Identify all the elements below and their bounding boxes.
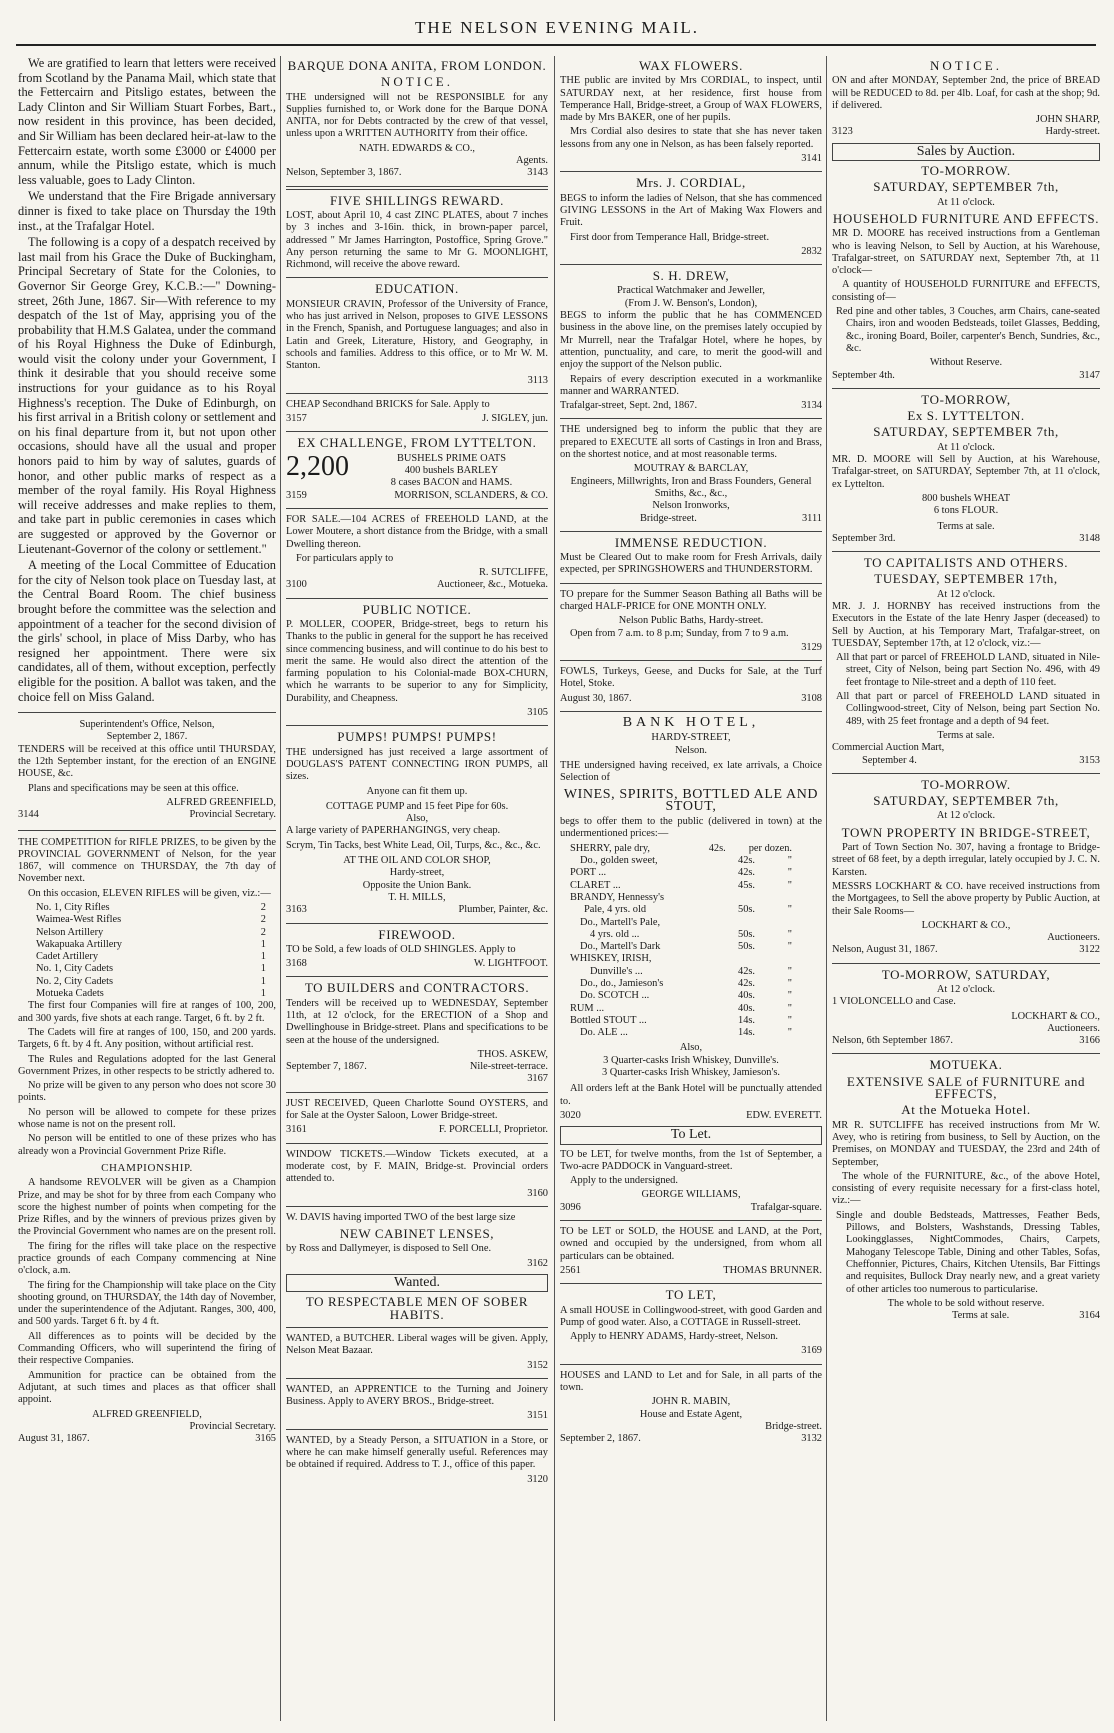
ad-signature: LOCKHART & CO., xyxy=(921,919,1011,931)
ad-date: August 31, 1867. xyxy=(18,1433,90,1445)
column-rule xyxy=(826,56,827,1721)
ad-heading: S. H. DREW, xyxy=(652,268,730,284)
ad-body: THE public are invited by Mrs CORDIAL, to inspect, until SATURDAY next, at her residence, first house from Temperance Hall, Bridge-street, a Group of WAX FLOWERS, made by Mrs BAKER, one of her pupils. xyxy=(560,75,822,124)
ad-date: Trafalgar-street, Sept. 2nd, 1867. xyxy=(560,400,698,412)
ad-line: Commercial Auction Mart, xyxy=(832,742,945,754)
ad-heading: FIREWOOD. xyxy=(378,926,456,942)
list-item: Do. ALE ... 14s. " xyxy=(580,1027,792,1039)
ad-address: Bridge-street. xyxy=(640,512,697,524)
ad-line: 400 bushels BARLEY xyxy=(404,465,499,477)
ad-number: 3147 xyxy=(1079,369,1100,381)
ad-number: 3113 xyxy=(527,374,548,386)
ad-title: Bridge-street. xyxy=(765,1420,822,1432)
ad-heading: PUBLIC NOTICE. xyxy=(362,601,472,617)
ad-signature: LOCKHART & CO., xyxy=(1011,1010,1100,1022)
ad-body: TO be Sold, a few loads of OLD SHINGLES. Apply to xyxy=(286,943,516,955)
ad-body: JUST RECEIVED, Queen Charlotte Sound OYSTERS, and for Sale at the Oyster Saloon, Lower Bridge-street. xyxy=(286,1097,548,1122)
ad-number: 3157 xyxy=(286,413,307,425)
divider xyxy=(286,1092,548,1093)
ad-time: At 12 o'clock. xyxy=(936,810,996,822)
ad-title: Auctioneer, &c., Motueka. xyxy=(437,579,548,591)
column-2 xyxy=(286,56,548,1721)
ad-body: Plans and specifications may be seen at this office. xyxy=(28,782,239,794)
ad-line: BUSHELS PRIME OATS xyxy=(396,452,507,464)
ad-heading: EX CHALLENGE, FROM LYTTELTON. xyxy=(297,435,537,451)
ad-title: Provincial Secretary. xyxy=(189,1420,276,1432)
ad-body: All that part or parcel of FREEHOLD LAND, situated in Nile-street, City of Nelson, being part Section No. 496, with 49 feet frontage to Nile-street and a depth of 110 feet. xyxy=(836,652,1100,688)
ad-signature: THOS. ASKEW, xyxy=(477,1048,548,1060)
ad-heading: At the Motueka Hotel. xyxy=(901,1102,1031,1118)
list-item: BRANDY, Hennessy's xyxy=(570,891,665,903)
ad-line: Without Reserve. xyxy=(929,357,1003,369)
ad-heading: WINES, SPIRITS, BOTTLED ALE AND STOUT, xyxy=(563,786,819,814)
ad-heading: SATURDAY, SEPTEMBER 7th, xyxy=(873,424,1059,440)
ad-heading: TO CAPITALISTS AND OTHERS. xyxy=(863,555,1069,571)
ad-body: begs to offer them to the public (delivered in town) at the undermentioned prices:— xyxy=(560,816,822,840)
divider xyxy=(286,186,548,190)
ad-heading: TO-MORROW. xyxy=(921,163,1011,179)
ad-body: On this occasion, ELEVEN RIFLES will be given, viz.:— xyxy=(28,887,271,899)
ad-number: 3111 xyxy=(801,512,822,524)
ad-heading: TO LET, xyxy=(665,1287,717,1303)
ad-time: At 11 o'clock. xyxy=(937,196,995,208)
list-item: Waimea-West Rifles 2 xyxy=(36,914,266,926)
ad-date: August 30, 1867. xyxy=(560,692,632,704)
ad-date: Nelson, 6th September 1867. xyxy=(832,1035,953,1047)
ad-heading: SATURDAY, SEPTEMBER 7th, xyxy=(873,179,1059,195)
ad-heading: TOWN PROPERTY IN BRIDGE-STREET, xyxy=(841,824,1091,840)
divider xyxy=(560,418,822,419)
ad-body: The Rules and Regulations adopted for the last General Government Prizes, in other respects to be strictly adhered to. xyxy=(18,1053,276,1077)
ad-line: Opposite the Union Bank. xyxy=(362,879,472,891)
ad-body: WANTED, by a Steady Person, a SITUATION in a Store, or where he can make himself generally useful. References may be obtained if required. Address to T. J., office of this paper. xyxy=(286,1434,548,1471)
column-3 xyxy=(560,56,822,1721)
divider xyxy=(560,531,822,532)
ad-heading: FIVE SHILLINGS REWARD. xyxy=(330,192,504,208)
ad-body: The Cadets will fire at ranges of 100, 150, and 200 yards. Targets, 6 ft. by 4 ft. Any position, without artificial rest. xyxy=(18,1026,276,1051)
ad-body: No person will be entitled to one of these prizes who has already won a Provincial Government Prize Rifle. xyxy=(18,1133,276,1157)
ad-heading: TO-MORROW, SATURDAY, xyxy=(881,966,1051,982)
list-item: Nelson Artillery 2 xyxy=(36,926,266,938)
ex-challenge-block xyxy=(286,453,548,490)
ad-number: 3165 xyxy=(255,1433,276,1445)
ad-heading: SATURDAY, SEPTEMBER 7th, xyxy=(873,793,1059,809)
column-rule xyxy=(554,56,555,1721)
news-paragraph: We understand that the Fire Brigade anniversary dinner is fixed to take place on Thursday the 19th inst., at the Trafalgar Hotel. xyxy=(18,189,276,233)
divider xyxy=(560,171,822,172)
list-item: Pale, 4 yrs. old 50s. " xyxy=(584,904,792,916)
ad-title: Trafalgar-square. xyxy=(750,1201,822,1213)
ad-title: House and Estate Agent, xyxy=(639,1408,743,1420)
ad-body: MONSIEUR CRAVIN, Professor of the University of France, who has just arrived in Nelson, proposes to GIVE LESSONS in the French, Spanish, and Portuguese languages; and also in Latin and Greek, Literature, History, and Geography, in schools and families. Address to this office, or to Mr W. M. Stanton. xyxy=(286,298,548,372)
ad-signature: T. H. MILLS, xyxy=(388,891,446,903)
divider xyxy=(832,773,1100,774)
ad-line: The whole to be sold without reserve. xyxy=(887,1297,1045,1309)
ad-subheading: (From J. W. Benson's, London), xyxy=(624,297,758,309)
ad-date: September 4. xyxy=(862,754,917,766)
ad-body: A small HOUSE in Collingwood-street, with good Garden and Pump of good water. Also, a COTTAGE in Russell-street. xyxy=(560,1304,822,1328)
list-item: RUM ... 40s. " xyxy=(570,1002,792,1014)
divider xyxy=(286,508,548,509)
ad-body: TO be LET, for twelve months, from the 1st of September, a Two-acre PADDOCK in Vanguard-street. xyxy=(560,1148,822,1172)
divider xyxy=(832,388,1100,389)
ad-title: Nile-street-terrace. xyxy=(469,1061,548,1073)
ad-title: Agents. xyxy=(515,155,548,167)
divider xyxy=(560,583,822,584)
ad-line: Hardy-street, xyxy=(389,867,445,879)
ad-body: Scrym, Tin Tacks, best White Lead, Oil, Turps, &c., &c., &c. xyxy=(286,839,541,851)
ad-date: September 2, 1867. xyxy=(560,1433,641,1445)
ad-signature: ALFRED GREENFIELD, xyxy=(166,796,276,808)
ad-body: All differences as to points will be decided by the Commanding Officers, who will superintend the firing of their respective Companies. xyxy=(18,1330,276,1367)
column-1 xyxy=(18,56,276,1721)
ad-heading: TO-MORROW, xyxy=(921,391,1011,407)
ad-number: 3151 xyxy=(527,1410,548,1422)
ad-line: 800 bushels WHEAT xyxy=(921,492,1011,504)
divider xyxy=(286,1378,548,1379)
ad-body: BEGS to inform the public that he has COMMENCED business in the above line, on the premises lately occupied by Mr Murrell, near the Trafalgar Hotel, where he hopes, by attention, punctuality, and care, to merit the good-will and enjoy the support of the Nelson public. xyxy=(560,310,822,371)
ad-heading: NOTICE. xyxy=(930,58,1002,73)
ad-body: Red pine and other tables, 3 Couches, arm Chairs, cane-seated Chairs, iron and wooden Bedsteads, toilet Glasses, Bedding, &c., ironing Board, Boiler, carpenter's Bench, Sundries, &c., &c. xyxy=(836,306,1100,354)
ad-number: 3164 xyxy=(1079,1310,1100,1322)
ad-body: MR R. SUTCLIFFE has received instructions from Mr W. Avey, who is retiring from business, to Sell by Auction, on the Premises, on MONDAY and TUESDAY, the 23rd and 24th of September, xyxy=(832,1119,1100,1168)
divider xyxy=(832,551,1100,552)
ad-signature: NATH. EDWARDS & CO., xyxy=(358,142,476,154)
ad-signature: ALFRED GREENFIELD, xyxy=(92,1408,202,1420)
ad-number: 3167 xyxy=(527,1073,548,1085)
divider xyxy=(286,1143,548,1144)
ad-body: THE undersigned has just received a large assortment of DOUGLAS'S PATENT CONNECTING IRON PUMPS, all sizes. xyxy=(286,746,548,783)
divider xyxy=(286,598,548,599)
ad-line: Also, xyxy=(679,1042,703,1054)
ad-time: At 12 o'clock. xyxy=(936,588,996,600)
ad-line: Nelson Public Baths, Hardy-street. xyxy=(618,615,764,627)
ad-body: MR. D. MOORE will Sell by Auction, at his Warehouse, Trafalgar-street, on SATURDAY, September 7th, at 11 o'clock, ex Lyttelton. xyxy=(832,454,1100,490)
ad-heading: WAX FLOWERS. xyxy=(639,58,743,73)
divider xyxy=(560,264,822,265)
ad-signature: MORRISON, SCLANDERS, & CO. xyxy=(394,489,548,501)
ad-number: 2561 xyxy=(560,1264,581,1276)
ad-heading: TUESDAY, SEPTEMBER 17th, xyxy=(874,571,1058,587)
wine-price-list xyxy=(560,843,822,1040)
ad-date: Nelson, September 3, 1867. xyxy=(286,167,402,179)
column-rule xyxy=(280,56,281,1721)
ad-body: WANTED, an APPRENTICE to the Turning and Joinery Business. Apply to AVERY BROS., Bridge-street. xyxy=(286,1383,548,1408)
divider xyxy=(18,712,276,713)
ad-body: Must be Cleared Out to make room for Fresh Arrivals, daily expected, per SPRINGSHOWERS and THUNDERSTORM. xyxy=(560,552,822,576)
ad-subheading: HARDY-STREET, xyxy=(651,732,731,744)
ad-number: 3163 xyxy=(286,904,307,916)
ad-body: THE undersigned having received, ex late arrivals, a Choice Selection of xyxy=(560,759,822,784)
ad-time: At 12 o'clock. xyxy=(936,984,996,995)
ad-line: 3 Quarter-casks Irish Whiskey, Dunville's. xyxy=(603,1054,779,1066)
ad-body: The first four Companies will fire at ranges of 100, 200, and 300 yards, five shots at each range. Target, 6 ft. by 2 ft. xyxy=(18,1000,276,1024)
ad-heading: PUMPS! PUMPS! PUMPS! xyxy=(337,729,497,745)
list-item: No. 1, City Cadets 1 xyxy=(36,963,266,975)
ad-heading: NEW CABINET LENSES, xyxy=(339,1226,495,1242)
ad-line: Also, xyxy=(405,813,429,825)
ad-body: Apply to HENRY ADAMS, Hardy-street, Nelson. xyxy=(570,1331,778,1343)
ad-body: The firing for the Championship will take place on the City shooting ground, on THURSDAY, the 14th day of November, under the superintendence of the Adjutant. Ranges, 300, 400, and 500 yards. Target 6 ft. by 4 ft. xyxy=(18,1279,276,1328)
section-heading: Wanted. xyxy=(286,1274,548,1292)
ad-body: MR. J. J. HORNBY has received instructions from the Executors in the Estate of the late Henry Jasper (deceased) to Sell by Auction, at his Temporary Mart, Trafalgar-street, on TUESDAY, September 17th, at 12 o'clock, viz.:— xyxy=(832,600,1100,649)
divider xyxy=(560,1220,822,1221)
ad-subheading: Nelson. xyxy=(674,744,708,756)
list-item: Do., do., Jamieson's 42s. " xyxy=(580,978,792,989)
divider xyxy=(560,660,822,661)
ad-body: Apply to the undersigned. xyxy=(570,1175,678,1187)
section-heading: To Let. xyxy=(560,1126,822,1144)
ad-heading: EXTENSIVE SALE of FURNITURE and EFFECTS, xyxy=(846,1073,1086,1102)
ad-number: 3161 xyxy=(286,1124,307,1136)
ad-number: 3020 xyxy=(560,1109,581,1121)
ad-heading: BARQUE DONA ANITA, FROM LONDON. xyxy=(287,58,547,73)
ad-body: TO be LET or SOLD, the HOUSE and LAND, at the Port, owned and occupied by the undersigned, from whom all particulars can be obtained. xyxy=(560,1226,822,1262)
divider xyxy=(286,1429,548,1430)
ad-subheading: Practical Watchmaker and Jeweller, xyxy=(617,285,765,297)
ad-subheading: Nelson Ironworks, xyxy=(652,500,730,512)
ad-subheading: Engineers, Millwrights, Iron and Brass Founders, General Smiths, &c., &c., xyxy=(570,475,812,499)
ad-line: Terms at sale. xyxy=(937,520,995,532)
divider xyxy=(286,1206,548,1207)
ad-body: No prize will be given to any person who does not score 30 points. xyxy=(18,1080,276,1104)
ad-body: TO prepare for the Summer Season Bathing all Baths will be charged HALF-PRICE for ONE MONTH ONLY. xyxy=(560,588,822,612)
ad-body: No person will be allowed to compete for these prizes whose name is not on the present roll. xyxy=(18,1106,276,1131)
ad-number: 3144 xyxy=(18,809,39,821)
ad-signature: R. SUTCLIFFE, xyxy=(479,567,548,579)
ad-heading: TO BUILDERS and CONTRACTORS. xyxy=(304,980,530,996)
ad-body: FOR SALE.—104 ACRES of FREEHOLD LAND, at the Lower Moutere, a short distance from the Bridge, with a small Dwelling thereon. xyxy=(286,513,548,550)
ad-body: Part of Town Section No. 307, having a frontage to Bridge-street of 68 feet, by a depth irregular, lately occupied by J. C. N. Karsten. xyxy=(832,842,1100,878)
ad-title: Hardy-street. xyxy=(1045,126,1100,138)
ad-heading: BANK HOTEL, xyxy=(622,715,760,731)
list-item: Bottled STOUT ... 14s. " xyxy=(570,1014,792,1026)
ad-number: 3120 xyxy=(527,1473,548,1485)
divider xyxy=(286,431,548,432)
ad-body: For particulars apply to xyxy=(296,552,394,564)
ad-body: Open from 7 a.m. to 8 p.m; Sunday, from 7 to 9 a.m. xyxy=(570,627,789,639)
ad-number: 3105 xyxy=(527,707,548,719)
ad-heading: Ex S. LYTTELTON. xyxy=(907,408,1025,424)
ad-line: Terms at sale. xyxy=(937,729,995,741)
ad-signature: JOHN R. MABIN, xyxy=(651,1396,731,1408)
ad-signature: JOHN SHARP, xyxy=(1035,114,1100,126)
list-item: Do., Martell's Pale, xyxy=(580,916,661,928)
ad-title: Auctioneers. xyxy=(1047,932,1100,944)
masthead: THE NELSON EVENING MAIL. xyxy=(414,18,700,37)
ad-body: P. MOLLER, COOPER, Bridge-street, begs to return his Thanks to the public in general for the support he has received since commencing business, and will continue to do his best to merit the same. He would also direct the attention of the farming population to his Colonial-made BOX-CHURN, which he warrants to be superior to any for Simplicity, Durability, and Cheapness. xyxy=(286,618,548,704)
ad-heading: HOUSEHOLD FURNITURE AND EFFECTS. xyxy=(832,210,1100,226)
ad-number: 3132 xyxy=(801,1433,822,1445)
ad-body: Tenders will be received up to WEDNESDAY, September 11th, at 12 o'clock, for the ERECTION of a Shop and Dwellinghouse in Bridge-street. Plans and specifications to be seen at the house of the undersigned. xyxy=(286,997,548,1046)
ad-title: Plumber, Painter, &c. xyxy=(458,904,548,916)
ad-number: 3162 xyxy=(527,1257,548,1269)
divider xyxy=(560,1364,822,1365)
ad-body: The whole of the FURNITURE, &c., of the above Hotel, consisting of every requisite necessary for a first-class hotel, viz.:— xyxy=(832,1170,1100,1207)
ad-office: Superintendent's Office, Nelson, xyxy=(79,719,215,731)
ad-number: 3168 xyxy=(286,958,307,970)
ad-number: 3122 xyxy=(1079,944,1100,956)
section-heading: CHAMPIONSHIP. xyxy=(101,1161,193,1174)
news-paragraph: We are gratified to learn that letters were received from Scotland by the Panama Mail, which state that the Fettercairn and Pitsligo estates, between the Lady Clinton and Sir William Stuart Forbes, Bart., now resident in this province, has been decided, and Sir William has been declared heir-at-law to the Fettercairn estate, worth some £3000 or £4000 per annum, while the Pitsligo estate, which is much less valuable, goes to Lady Clinton. xyxy=(18,56,276,187)
ad-number: 3100 xyxy=(286,579,307,591)
ad-body: Single and double Bedsteads, Mattresses, Feather Beds, Pillows, and Bolsters, Washstands, Dressing Tables, Lookingglasses, NightCommodes, Chairs, Carpets, Mahogany Telescope Table, Dining and other Tables, Sofas, Cheffonnier, Pictures, Chairs, Kitchen Utensils, Bar Fittings and requisites, Bullock Dray nearly new, and a great variety of other articles too numerous to particularise. xyxy=(836,1209,1100,1295)
ad-body: TENDERS will be received at this office until THURSDAY, the 12th September instant, for the erection of an ENGINE HOUSE, &c. xyxy=(18,743,276,780)
ad-body: FOWLS, Turkeys, Geese, and Ducks for Sale, at the Turf Hotel, Stoke. xyxy=(560,666,822,690)
ad-time: At 11 o'clock. xyxy=(937,441,995,453)
ad-heading: MOTUEKA. xyxy=(929,1057,1003,1073)
ad-body: WINDOW TICKETS.—Window Tickets executed, at a moderate cost, by F. MAIN, Bridge-st. Provincial orders attended to. xyxy=(286,1148,548,1185)
news-paragraph: The following is a copy of a despatch received by last mail from his Grace the Duke of Buckingham, Principal Secretary of State for the Colonies, to Governor Sir George Grey, K.C.B.:—" Downing-street, 26th June, 1867. Sir—With reference to my despatch of the 1st of May, apprising you of the probability that H.M.S Galatea, under the command of his Royal Highness the Duke of Edinburgh, would visit the colony under your Government, I think it desirable that you should receive some instructions for your guidance as to his Royal Highness's reception. The Duke of Edinburgh, on his first arrival in a British colony or settlement and on his final departure from it, but not upon other occasions, should have all the usual and proper honors paid to him by way of salutes, guards of honor, and other public marks of respect as a member of the royal family. His Royal Highness will receive addresses and make replies to them, and take part in public ceremonies in cases which are suggested or approved by the Governor or Lieutenant-Governor of the colony or settlement." xyxy=(18,235,276,556)
ad-number: 3152 xyxy=(527,1359,548,1371)
ad-date: September 2, 1867. xyxy=(106,731,188,743)
section-heading: Sales by Auction. xyxy=(832,143,1100,161)
ad-number: 3096 xyxy=(560,1201,581,1213)
ad-number: 3153 xyxy=(1079,754,1100,766)
list-item: Do. SCOTCH ... 40s. " xyxy=(580,990,792,1002)
ad-number: 3160 xyxy=(527,1187,548,1199)
ad-title: Auctioneers. xyxy=(1047,1022,1100,1034)
ad-line: COTTAGE PUMP and 15 feet Pipe for 60s. xyxy=(325,800,509,812)
ad-body: by Ross and Dallymeyer, is disposed to Sell One. xyxy=(286,1243,492,1255)
ad-signature: GEORGE WILLIAMS, xyxy=(641,1189,741,1201)
list-item: Motueka Cadets 1 xyxy=(36,988,266,1000)
divider xyxy=(560,711,822,712)
ad-heading: EDUCATION. xyxy=(375,281,459,297)
ad-heading: NOTICE. xyxy=(381,74,453,90)
ad-body: THE COMPETITION for RIFLE PRIZES, to be given by the PROVINCIAL GOVERNMENT of Nelson, for the year 1867, will commence on THURSDAY, the 7th day of November next. xyxy=(18,836,276,885)
ad-date: Nelson, August 31, 1867. xyxy=(832,944,938,956)
tenders-ad xyxy=(18,719,276,1445)
list-item: PORT ... 42s. " xyxy=(570,867,792,879)
ad-number: 3169 xyxy=(801,1345,822,1357)
list-item: Dunville's ... 42s. " xyxy=(590,965,792,977)
ad-line: 8 cases BACON and HAMS. xyxy=(390,477,513,489)
ad-number: 3141 xyxy=(801,153,822,165)
ad-body: All orders left at the Bank Hotel will be punctually attended to. xyxy=(560,1083,822,1107)
divider xyxy=(286,277,548,278)
list-item: No. 2, City Cadets 1 xyxy=(36,975,266,987)
list-item: 4 yrs. old ... 50s. " xyxy=(590,928,792,940)
ad-signature: W. LIGHTFOOT. xyxy=(473,958,548,970)
divider xyxy=(286,976,548,977)
list-item: SHERRY, pale dry, 42s. per dozen. xyxy=(570,842,792,854)
ad-number: 3108 xyxy=(801,692,822,704)
ad-body: A handsome REVOLVER will be given as a Champion Prize, and may be shot for by three from each Company who score the highest number of points when competing for the Prize Rifles, and by the winners of previous prizes given by the Provincial Government who names are on the present roll. xyxy=(18,1177,276,1238)
divider xyxy=(286,393,548,394)
ad-number: 3166 xyxy=(1079,1035,1100,1047)
ad-body: A quantity of HOUSEHOLD FURNITURE and EFFECTS, consisting of— xyxy=(832,279,1100,303)
ad-line: Anyone can fit them up. xyxy=(366,785,468,797)
ad-body: Ammunition for practice can be obtained from the Adjutant, at such times and places as that officer shall appoint. xyxy=(18,1369,276,1406)
divider xyxy=(286,1327,548,1328)
ad-body: First door from Temperance Hall, Bridge-street. xyxy=(570,231,770,243)
ad-signature: THOMAS BRUNNER. xyxy=(723,1264,822,1276)
list-item: No. 1, City Rifles 2 xyxy=(36,901,266,913)
divider xyxy=(18,830,276,831)
ad-title: Provincial Secretary. xyxy=(189,809,276,821)
list-item: Do., golden sweet, 42s. " xyxy=(580,855,792,867)
divider xyxy=(286,923,548,924)
ad-body: BEGS to inform the ladies of Nelson, that she has commenced GIVING LESSONS in the Art of Making Wax Flowers and Fruit. xyxy=(560,192,822,229)
divider xyxy=(560,1283,822,1284)
ad-heading: IMMENSE REDUCTION. xyxy=(614,534,768,550)
large-figure: 2,200 xyxy=(286,452,349,482)
ad-body: All that part or parcel of FREEHOLD LAND situated in Collingwood-street, City of Nelson, being part Section No. 489, with 25 feet frontage and a depth of 94 feet. xyxy=(836,691,1100,727)
ad-body: CHEAP Secondhand BRICKS for Sale. Apply to xyxy=(286,398,490,410)
ad-body: HOUSES and LAND to Let and for Sale, in all parts of the town. xyxy=(560,1369,822,1394)
ad-body: THE undersigned will not be RESPONSIBLE for any Supplies furnished to, or Work done for the Barque DONA ANITA, nor for Debts contracted by the crew of that vessel, unless upon a WRITTEN AUTHORITY from their office. xyxy=(286,91,548,140)
ad-line: AT THE OIL AND COLOR SHOP, xyxy=(343,855,491,867)
ad-number: 3159 xyxy=(286,489,307,501)
ad-body: WANTED, a BUTCHER. Liberal wages will be given. Apply, Nelson Meat Bazaar. xyxy=(286,1332,548,1357)
ad-date: September 3rd. xyxy=(832,532,896,544)
ad-line: 3 Quarter-casks Irish Whiskey, Jamieson's. xyxy=(602,1067,780,1079)
column-4 xyxy=(832,56,1100,1721)
ad-number: 3123 xyxy=(832,126,853,138)
masthead-rule xyxy=(16,44,1096,46)
ad-number: 3143 xyxy=(527,167,548,179)
ad-body: MR D. MOORE has received instructions from a Gentleman who is leaving Nelson, to Sell by Auction, at his Warehouse, Trafalgar-street, on SATURDAY next, September 7th, at 11 o'clock— xyxy=(832,228,1100,277)
divider xyxy=(286,725,548,726)
list-item: Do., Martell's Dark 50s. " xyxy=(580,941,792,953)
divider xyxy=(832,963,1100,964)
ad-body: MESSRS LOCKHART & CO. have received instructions from the Mortgagees, to Sell the above property by Public Auction, at their Sale Rooms— xyxy=(832,880,1100,917)
ad-signature: F. PORCELLI, Proprietor. xyxy=(438,1124,548,1136)
ad-signature: J. SIGLEY, jun. xyxy=(482,413,548,425)
ad-number: 3148 xyxy=(1079,532,1100,544)
ad-body: Mrs Cordial also desires to state that she has never taken lessons from any one in Nelson, as has been falsely reported. xyxy=(560,126,822,150)
ad-heading: TO-MORROW. xyxy=(921,776,1011,792)
ad-number: 3134 xyxy=(801,400,822,412)
news-paragraph: A meeting of the Local Committee of Education for the city of Nelson took place on Tuesday last, at the Central Board Room. The chief business brought before the committee was the selection and appointment of a teacher for the second division of the girls' school, in place of Miss Darby, who has resigned her appointment. There were six candidates, all of them, without exception, perfectly eligible for the position. A ballot was taken, and the choice fell on Miss Galand. xyxy=(18,558,276,704)
ad-number: 2832 xyxy=(801,245,822,257)
ad-body: The firing for the rifles will take place on the respective practice grounds of each Company commencing at Nine o'clock, a.m. xyxy=(18,1240,276,1277)
ad-date: September 7, 1867. xyxy=(286,1061,367,1073)
ad-date: September 4th. xyxy=(832,369,895,381)
ad-body: LOST, about April 10, 4 cast ZINC PLATES, about 7 inches by 3 inches and 3-16in. thick, in brown-paper parcel, addressed " Mr James Harrington, Postoffice, Spring Grove." Any person returning the same to Mr G. MOONLIGHT, Richmond, will receive the above reward. xyxy=(286,209,548,271)
ad-body: A large variety of PAPERHANGINGS, very cheap. xyxy=(286,825,501,837)
list-item: CLARET ... 45s. " xyxy=(570,879,792,891)
ad-signature: MOUTRAY & BARCLAY, xyxy=(633,463,749,475)
ad-body: THE undersigned beg to inform the public that they are prepared to EXECUTE all sorts of Castings in Iron and Brass, on the shortest notice, and at most reasonable terms. xyxy=(560,424,822,461)
list-item: Cadet Artillery 1 xyxy=(36,951,266,963)
ad-number: 3129 xyxy=(801,641,822,653)
ad-heading: Mrs. J. CORDIAL, xyxy=(636,175,746,191)
rifle-list xyxy=(18,902,276,1000)
list-item: WHISKEY, IRISH, xyxy=(570,953,652,965)
ad-body: Repairs of every description executed in a workmanlike manner and WARRANTED. xyxy=(560,373,822,397)
list-item: Wakapuaka Artillery 1 xyxy=(36,938,266,950)
ad-signature: EDW. EVERETT. xyxy=(746,1109,822,1121)
divider xyxy=(832,1053,1100,1054)
ad-line: 6 tons FLOUR. xyxy=(933,505,999,517)
ad-line: Terms at sale. xyxy=(952,1310,1010,1322)
ad-body: 1 VIOLONCELLO and Case. xyxy=(832,996,956,1008)
ad-body: ON and after MONDAY, September 2nd, the price of BREAD will be REDUCED to 8d. per 4lb. Loaf, for cash at the shop; 9d. if delivered. xyxy=(832,75,1100,111)
ad-heading: TO RESPECTABLE MEN OF SOBER HABITS. xyxy=(305,1294,529,1322)
ad-body: W. DAVIS having imported TWO of the best large size xyxy=(286,1211,516,1223)
